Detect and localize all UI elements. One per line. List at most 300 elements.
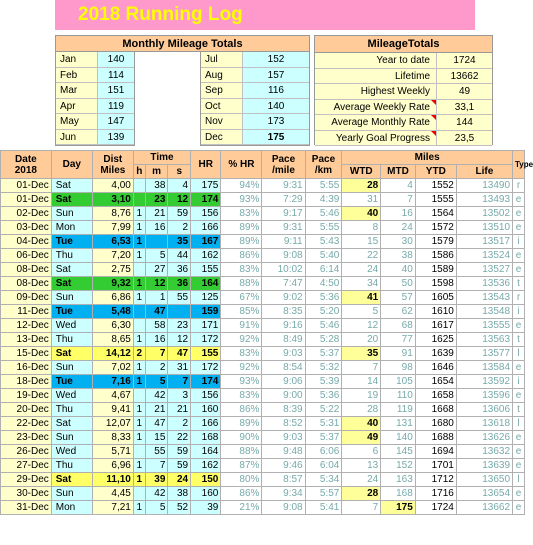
hours-cell: 1 <box>133 207 145 221</box>
dist-cell: 11,10 <box>92 473 133 487</box>
month-value: 140 <box>98 52 134 67</box>
pct-hr-cell: 86% <box>221 249 262 263</box>
pct-hr-cell: 83% <box>221 389 262 403</box>
day-cell: Wed <box>51 319 92 333</box>
month-row <box>201 114 309 130</box>
life-cell: 13632 <box>456 445 512 459</box>
mtd-cell: 68 <box>381 319 416 333</box>
hours-cell: 1 <box>133 473 145 487</box>
hours-cell: 1 <box>133 249 145 263</box>
mtd-cell: 110 <box>381 389 416 403</box>
seconds-cell: 3 <box>168 389 191 403</box>
pace-km-cell: 5:43 <box>305 235 342 249</box>
wtd-cell: 49 <box>342 431 381 445</box>
table-row <box>1 333 525 347</box>
totals-row <box>315 131 492 147</box>
day-cell: Sun <box>51 207 92 221</box>
day-cell: Sat <box>51 277 92 291</box>
day-cell: Sat <box>51 179 92 193</box>
date-cell: 11-Dec <box>1 305 52 319</box>
type-cell: l <box>513 347 525 361</box>
run-log-table <box>0 150 533 515</box>
minutes-cell: 27 <box>145 263 168 277</box>
dist-cell: 12,07 <box>92 417 133 431</box>
totals-label: Lifetime <box>315 69 437 84</box>
day-cell: Mon <box>51 501 92 515</box>
life-cell: 13502 <box>456 207 512 221</box>
hr-cell: 166 <box>191 417 221 431</box>
seconds-cell: 2 <box>168 221 191 235</box>
type-cell: i <box>513 305 525 319</box>
date-cell: 27-Dec <box>1 459 52 473</box>
type-cell: e <box>513 221 525 235</box>
pct-hr-cell: 93% <box>221 193 262 207</box>
pct-hr-cell: 89% <box>221 221 262 235</box>
pace-km-cell: 5:36 <box>305 389 342 403</box>
pace-km-cell: 5:46 <box>305 207 342 221</box>
hours-cell <box>133 179 145 193</box>
table-row <box>1 263 525 277</box>
type-cell: r <box>513 291 525 305</box>
life-cell: 13493 <box>456 193 512 207</box>
type-cell: e <box>513 249 525 263</box>
life-cell: 13536 <box>456 277 512 291</box>
hr-cell: 156 <box>191 207 221 221</box>
month-value: 173 <box>243 114 309 129</box>
dist-cell: 4,00 <box>92 179 133 193</box>
monthly-right <box>200 52 310 146</box>
minutes-cell: 7 <box>145 459 168 473</box>
hours-cell <box>133 305 145 319</box>
ytd-cell: 1701 <box>415 459 456 473</box>
day-cell: Wed <box>51 389 92 403</box>
ytd-cell: 1552 <box>415 179 456 193</box>
month-row <box>56 68 134 84</box>
hours-cell: 1 <box>133 417 145 431</box>
hr-cell: 166 <box>191 221 221 235</box>
wtd-cell: 14 <box>342 375 381 389</box>
hr-cell: 174 <box>191 193 221 207</box>
month-value: 116 <box>243 83 309 98</box>
type-cell: r <box>513 179 525 193</box>
pace-mile-cell: 9:06 <box>262 375 305 389</box>
hr-cell: 168 <box>191 431 221 445</box>
col-hr: HR <box>191 151 221 179</box>
dist-cell: 3,10 <box>92 193 133 207</box>
dist-cell: 6,86 <box>92 291 133 305</box>
ytd-cell: 1617 <box>415 319 456 333</box>
type-cell: e <box>513 501 525 515</box>
hours-cell <box>133 193 145 207</box>
life-cell: 13662 <box>456 501 512 515</box>
date-cell: 12-Dec <box>1 319 52 333</box>
mtd-cell: 168 <box>381 487 416 501</box>
totals-row <box>315 69 492 85</box>
day-cell: Sat <box>51 193 92 207</box>
seconds-cell: 35 <box>168 235 191 249</box>
mtd-cell: 38 <box>381 249 416 263</box>
wtd-cell: 15 <box>342 235 381 249</box>
totals-rows <box>315 53 492 146</box>
seconds-cell: 52 <box>168 501 191 515</box>
pace-km-cell: 5:55 <box>305 221 342 235</box>
minutes-cell: 23 <box>145 193 168 207</box>
col-s: s <box>168 165 191 179</box>
hr-cell: 174 <box>191 375 221 389</box>
pct-hr-cell: 83% <box>221 207 262 221</box>
mtd-cell: 30 <box>381 235 416 249</box>
table-row <box>1 291 525 305</box>
day-cell: Sun <box>51 291 92 305</box>
mtd-cell: 175 <box>381 501 416 515</box>
pace-mile-cell: 10:02 <box>262 263 305 277</box>
seconds-cell: 47 <box>168 347 191 361</box>
month-row <box>56 114 134 130</box>
minutes-cell: 2 <box>145 361 168 375</box>
date-cell: 23-Dec <box>1 431 52 445</box>
pace-km-cell: 5:41 <box>305 501 342 515</box>
minutes-cell: 21 <box>145 207 168 221</box>
hours-cell <box>133 487 145 501</box>
pct-hr-cell: 83% <box>221 263 262 277</box>
wtd-cell: 31 <box>342 193 381 207</box>
hours-cell <box>133 389 145 403</box>
life-cell: 13548 <box>456 305 512 319</box>
pace-mile-cell: 9:08 <box>262 501 305 515</box>
table-row <box>1 389 525 403</box>
month-value: 157 <box>243 68 309 83</box>
pace-km-cell: 5:20 <box>305 305 342 319</box>
table-row <box>1 431 525 445</box>
type-cell: e <box>513 445 525 459</box>
ytd-cell: 1712 <box>415 473 456 487</box>
mtd-cell: 4 <box>381 179 416 193</box>
life-cell: 13563 <box>456 333 512 347</box>
month-row <box>201 52 309 68</box>
dist-cell: 7,99 <box>92 221 133 235</box>
totals-row <box>315 100 492 116</box>
month-name: Dec <box>201 130 243 145</box>
month-row <box>56 99 134 115</box>
mtd-cell: 105 <box>381 375 416 389</box>
minutes-cell: 39 <box>145 473 168 487</box>
col-day: Day <box>51 151 92 179</box>
hours-cell: 1 <box>133 403 145 417</box>
pace-mile-cell: 9:17 <box>262 207 305 221</box>
date-cell: 04-Dec <box>1 235 52 249</box>
seconds-cell: 36 <box>168 263 191 277</box>
monthly-left <box>55 52 135 146</box>
life-cell: 13577 <box>456 347 512 361</box>
col-pace-mile: Pace /mile <box>262 151 305 179</box>
hours-cell: 1 <box>133 361 145 375</box>
pct-hr-cell: 89% <box>221 417 262 431</box>
month-name: Jul <box>201 52 243 67</box>
month-row <box>56 52 134 68</box>
hours-cell <box>133 445 145 459</box>
type-cell: e <box>513 319 525 333</box>
minutes-cell: 42 <box>145 487 168 501</box>
dist-cell: 7,16 <box>92 375 133 389</box>
table-row <box>1 305 525 319</box>
hours-cell: 1 <box>133 459 145 473</box>
day-cell: Thu <box>51 249 92 263</box>
ytd-cell: 1639 <box>415 347 456 361</box>
month-name: Jun <box>56 130 98 145</box>
minutes-cell: 12 <box>145 277 168 291</box>
ytd-cell: 1610 <box>415 305 456 319</box>
life-cell: 13606 <box>456 403 512 417</box>
hr-cell: 39 <box>191 501 221 515</box>
pct-hr-cell: 88% <box>221 277 262 291</box>
month-row <box>201 99 309 115</box>
life-cell: 13524 <box>456 249 512 263</box>
hr-cell: 175 <box>191 179 221 193</box>
pace-km-cell: 4:50 <box>305 277 342 291</box>
wtd-cell: 22 <box>342 249 381 263</box>
day-cell: Sat <box>51 263 92 277</box>
minutes-cell <box>145 235 168 249</box>
pace-km-cell: 6:06 <box>305 445 342 459</box>
life-cell: 13650 <box>456 473 512 487</box>
pace-mile-cell: 9:31 <box>262 179 305 193</box>
col-ytd: YTD <box>415 165 456 179</box>
wtd-cell: 34 <box>342 277 381 291</box>
wtd-cell: 20 <box>342 333 381 347</box>
date-cell: 22-Dec <box>1 417 52 431</box>
pace-mile-cell: 9:03 <box>262 347 305 361</box>
type-cell: i <box>513 235 525 249</box>
day-cell: Sun <box>51 431 92 445</box>
totals-value: 144 <box>437 115 492 130</box>
col-type: Type <box>513 151 525 179</box>
type-cell: e <box>513 193 525 207</box>
seconds-cell <box>168 305 191 319</box>
minutes-cell: 21 <box>145 403 168 417</box>
ytd-cell: 1605 <box>415 291 456 305</box>
day-cell: Thu <box>51 403 92 417</box>
pct-hr-cell: 21% <box>221 501 262 515</box>
monthly-mileage-box <box>55 35 310 145</box>
table-row <box>1 193 525 207</box>
life-cell: 13490 <box>456 179 512 193</box>
col-mtd: MTD <box>381 165 416 179</box>
ytd-cell: 1658 <box>415 389 456 403</box>
ytd-cell: 1586 <box>415 249 456 263</box>
pace-km-cell: 6:04 <box>305 459 342 473</box>
life-cell: 13555 <box>456 319 512 333</box>
pct-hr-cell: 83% <box>221 347 262 361</box>
seconds-cell: 23 <box>168 319 191 333</box>
table-row <box>1 361 525 375</box>
day-cell: Tue <box>51 235 92 249</box>
minutes-cell: 42 <box>145 389 168 403</box>
pct-hr-cell: 85% <box>221 305 262 319</box>
col-life: Life <box>456 165 512 179</box>
hours-cell: 1 <box>133 375 145 389</box>
minutes-cell: 5 <box>145 501 168 515</box>
minutes-cell: 58 <box>145 319 168 333</box>
day-cell: Wed <box>51 445 92 459</box>
type-cell: e <box>513 263 525 277</box>
totals-label: Average Weekly Rate <box>315 100 437 115</box>
totals-label: Yearly Goal Progress <box>315 131 437 146</box>
table-row <box>1 277 525 291</box>
date-cell: 20-Dec <box>1 403 52 417</box>
ytd-cell: 1724 <box>415 501 456 515</box>
pace-km-cell: 5:55 <box>305 179 342 193</box>
seconds-cell: 4 <box>168 179 191 193</box>
type-cell: e <box>513 207 525 221</box>
table-row <box>1 459 525 473</box>
month-value: 175 <box>243 130 309 145</box>
pace-mile-cell: 9:02 <box>262 291 305 305</box>
pace-km-cell: 5:37 <box>305 431 342 445</box>
ytd-cell: 1598 <box>415 277 456 291</box>
dist-cell: 7,02 <box>92 361 133 375</box>
dist-cell: 9,41 <box>92 403 133 417</box>
mtd-cell: 40 <box>381 263 416 277</box>
type-cell: e <box>513 361 525 375</box>
pace-mile-cell: 9:00 <box>262 389 305 403</box>
pace-mile-cell: 7:47 <box>262 277 305 291</box>
mtd-cell: 145 <box>381 445 416 459</box>
wtd-cell: 19 <box>342 389 381 403</box>
page-title: 2018 Running Log <box>55 0 475 30</box>
seconds-cell: 21 <box>168 403 191 417</box>
day-cell: Sun <box>51 487 92 501</box>
date-cell: 08-Dec <box>1 277 52 291</box>
month-name: Mar <box>56 83 98 98</box>
seconds-cell: 55 <box>168 291 191 305</box>
pace-km-cell: 5:31 <box>305 417 342 431</box>
seconds-cell: 12 <box>168 193 191 207</box>
minutes-cell: 7 <box>145 347 168 361</box>
wtd-cell: 13 <box>342 459 381 473</box>
wtd-cell: 41 <box>342 291 381 305</box>
life-cell: 13527 <box>456 263 512 277</box>
hr-cell: 164 <box>191 445 221 459</box>
col-date: Date 2018 <box>1 151 52 179</box>
ytd-cell: 1589 <box>415 263 456 277</box>
day-cell: Thu <box>51 333 92 347</box>
col-time: Time <box>133 151 190 165</box>
month-row <box>56 83 134 99</box>
pace-mile-cell: 8:52 <box>262 417 305 431</box>
table-row <box>1 235 525 249</box>
minutes-cell: 15 <box>145 431 168 445</box>
life-cell: 13592 <box>456 375 512 389</box>
hours-cell <box>133 319 145 333</box>
life-cell: 13654 <box>456 487 512 501</box>
hr-cell: 155 <box>191 347 221 361</box>
mileage-totals-box <box>314 35 493 145</box>
col-h: h <box>133 165 145 179</box>
dist-cell: 5,48 <box>92 305 133 319</box>
hours-cell: 1 <box>133 431 145 445</box>
pace-mile-cell: 9:48 <box>262 445 305 459</box>
month-name: Nov <box>201 114 243 129</box>
seconds-cell: 24 <box>168 473 191 487</box>
seconds-cell: 59 <box>168 445 191 459</box>
date-cell: 30-Dec <box>1 487 52 501</box>
seconds-cell: 12 <box>168 333 191 347</box>
hr-cell: 150 <box>191 473 221 487</box>
mtd-cell: 140 <box>381 431 416 445</box>
pct-hr-cell: 67% <box>221 291 262 305</box>
type-cell: e <box>513 431 525 445</box>
month-value: 140 <box>243 99 309 114</box>
life-cell: 13626 <box>456 431 512 445</box>
date-cell: 03-Dec <box>1 221 52 235</box>
wtd-cell: 6 <box>342 445 381 459</box>
dist-cell: 8,76 <box>92 207 133 221</box>
mtd-cell: 7 <box>381 193 416 207</box>
type-cell: t <box>513 403 525 417</box>
type-cell: i <box>513 375 525 389</box>
pct-hr-cell: 92% <box>221 361 262 375</box>
pace-km-cell: 5:40 <box>305 249 342 263</box>
totals-value: 13662 <box>437 69 492 84</box>
table-row <box>1 445 525 459</box>
type-cell: t <box>513 277 525 291</box>
totals-value: 33,1 <box>437 100 492 115</box>
pct-hr-cell: 86% <box>221 403 262 417</box>
type-cell: e <box>513 487 525 501</box>
dist-cell: 8,33 <box>92 431 133 445</box>
ytd-cell: 1564 <box>415 207 456 221</box>
minutes-cell: 16 <box>145 221 168 235</box>
table-row <box>1 207 525 221</box>
col-dist: Dist Miles <box>92 151 133 179</box>
hr-cell: 155 <box>191 263 221 277</box>
minutes-cell: 5 <box>145 249 168 263</box>
wtd-cell: 24 <box>342 263 381 277</box>
mtd-cell: 119 <box>381 403 416 417</box>
dist-cell: 6,30 <box>92 319 133 333</box>
dist-cell: 5,71 <box>92 445 133 459</box>
day-cell: Mon <box>51 221 92 235</box>
mtd-cell: 57 <box>381 291 416 305</box>
hr-cell: 164 <box>191 277 221 291</box>
ytd-cell: 1625 <box>415 333 456 347</box>
ytd-cell: 1694 <box>415 445 456 459</box>
wtd-cell: 7 <box>342 361 381 375</box>
ytd-cell: 1555 <box>415 193 456 207</box>
type-cell: e <box>513 389 525 403</box>
date-cell: 29-Dec <box>1 473 52 487</box>
wtd-cell: 7 <box>342 501 381 515</box>
month-name: Apr <box>56 99 98 114</box>
seconds-cell: 38 <box>168 487 191 501</box>
ytd-cell: 1646 <box>415 361 456 375</box>
minutes-cell: 16 <box>145 333 168 347</box>
col-m: m <box>145 165 168 179</box>
pace-mile-cell: 9:11 <box>262 235 305 249</box>
life-cell: 13584 <box>456 361 512 375</box>
date-cell: 01-Dec <box>1 179 52 193</box>
date-cell: 19-Dec <box>1 389 52 403</box>
day-cell: Sun <box>51 361 92 375</box>
wtd-cell: 8 <box>342 221 381 235</box>
totals-row <box>315 53 492 69</box>
pace-km-cell: 5:22 <box>305 403 342 417</box>
table-row <box>1 319 525 333</box>
pace-km-cell: 5:32 <box>305 361 342 375</box>
ytd-cell: 1680 <box>415 417 456 431</box>
date-cell: 02-Dec <box>1 207 52 221</box>
totals-row <box>315 115 492 131</box>
